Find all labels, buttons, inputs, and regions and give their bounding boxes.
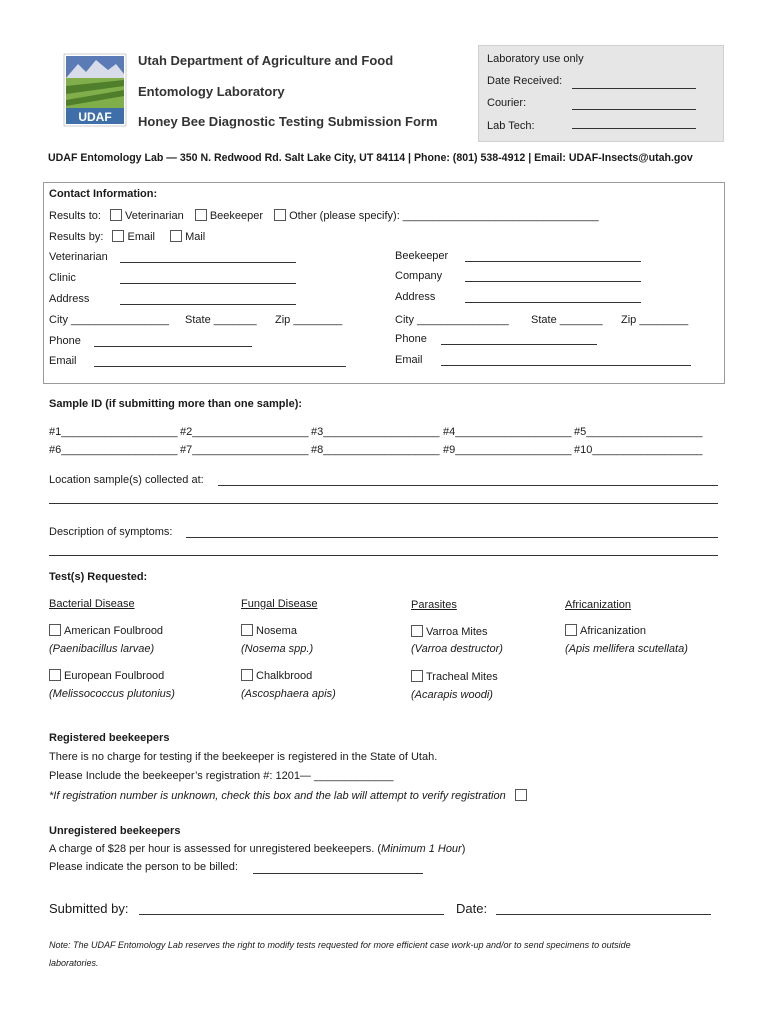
submitted-by-field[interactable]	[139, 905, 444, 915]
unregistered-line1	[49, 843, 465, 855]
varroa-checkbox[interactable]	[411, 625, 423, 637]
udaf-logo	[62, 52, 128, 128]
opt-vet-label: Veterinarian	[125, 210, 184, 222]
tracheal-checkbox[interactable]	[411, 670, 423, 682]
submitted-by-label: Submitted by:	[49, 901, 129, 916]
unregistered-line1b: Minimum 1 Hour	[381, 843, 462, 855]
logo-text: UDAF	[78, 110, 112, 124]
beekeeper-label: Beekeeper	[395, 250, 449, 262]
lab-use-box	[478, 45, 724, 142]
description-field-1[interactable]	[186, 528, 718, 538]
vet-email-label: Email	[49, 355, 77, 367]
results-by-mail-checkbox[interactable]	[170, 230, 182, 242]
opt-email-label: Email	[127, 231, 155, 243]
results-to-other-checkbox[interactable]	[274, 209, 286, 221]
vet-zip[interactable]: Zip ________	[275, 314, 343, 326]
bee-phone-field[interactable]	[441, 335, 597, 345]
varroa-sci: (Varroa destructor)	[411, 643, 503, 655]
parasites-header: Parasites	[411, 599, 457, 611]
location-label: Location sample(s) collected at:	[49, 474, 204, 486]
contact-section	[43, 182, 725, 384]
sample-id-10[interactable]: #10__________________	[574, 444, 703, 456]
africanization-checkbox[interactable]	[565, 624, 577, 636]
results-to-row	[49, 209, 599, 222]
vet-address-label: Address	[49, 293, 90, 305]
date-received-label: Date Received:	[487, 75, 563, 87]
registered-line3-row	[49, 789, 530, 802]
bee-city[interactable]: City _______________	[395, 314, 509, 326]
lab-name: Entomology Laboratory	[138, 84, 285, 99]
vet-phone-field[interactable]	[94, 337, 252, 347]
verify-registration-checkbox[interactable]	[515, 789, 527, 801]
efb-option[interactable]	[49, 669, 164, 682]
results-by-row	[49, 230, 205, 243]
fungal-header: Fungal Disease	[241, 598, 318, 610]
bee-address-field[interactable]	[465, 293, 641, 303]
results-to-vet-checkbox[interactable]	[110, 209, 122, 221]
efb-checkbox[interactable]	[49, 669, 61, 681]
afb-label: American Foulbrood	[64, 625, 164, 637]
contact-heading: Contact Information:	[49, 188, 158, 200]
opt-beekeeper-label: Beekeeper	[209, 210, 264, 222]
unregistered-heading: Unregistered beekeepers	[49, 825, 181, 837]
sample-id-9[interactable]: #9___________________	[443, 444, 572, 456]
vet-city[interactable]: City ________________	[49, 314, 169, 326]
company-label: Company	[395, 270, 443, 282]
nosema-option[interactable]	[241, 624, 297, 637]
tracheal-sci: (Acarapis woodi)	[411, 689, 493, 701]
date-received-field[interactable]	[572, 79, 696, 89]
africanization-label: Africanization	[580, 625, 647, 637]
sample-id-5[interactable]: #5___________________	[574, 426, 703, 438]
vet-state[interactable]: State _______	[185, 314, 257, 326]
clinic-label: Clinic	[49, 272, 76, 284]
nosema-label: Nosema	[256, 625, 297, 637]
sample-id-3[interactable]: #3___________________	[311, 426, 440, 438]
company-field[interactable]	[465, 272, 641, 282]
vet-address-field[interactable]	[120, 295, 296, 305]
lab-tech-field[interactable]	[572, 119, 696, 129]
description-field-2[interactable]	[49, 546, 718, 556]
afb-checkbox[interactable]	[49, 624, 61, 636]
bee-email-field[interactable]	[441, 356, 691, 366]
beekeeper-field[interactable]	[465, 252, 641, 262]
chalkbrood-sci: (Ascosphaera apis)	[241, 688, 336, 700]
africanization-sci: (Apis mellifera scutellata)	[565, 643, 688, 655]
tracheal-option[interactable]	[411, 670, 498, 683]
vet-field[interactable]	[120, 253, 296, 263]
form-title: Honey Bee Diagnostic Testing Submission Form	[138, 114, 438, 129]
nosema-checkbox[interactable]	[241, 624, 253, 636]
sample-id-7[interactable]: #7___________________	[180, 444, 309, 456]
footer-note-2: laboratories.	[49, 958, 99, 968]
sample-id-2[interactable]: #2___________________	[180, 426, 309, 438]
opt-mail-label: Mail	[185, 231, 206, 243]
sample-id-1[interactable]: #1___________________	[49, 426, 178, 438]
results-to-label: Results to:	[49, 210, 101, 222]
footer-note-1: Note: The UDAF Entomology Lab reserves the right to modify tests requested for more efficient case work-up and/or to send specimens to outside	[49, 940, 631, 950]
courier-label: Courier:	[487, 97, 527, 109]
chalkbrood-checkbox[interactable]	[241, 669, 253, 681]
vet-phone-label: Phone	[49, 335, 81, 347]
bee-address-label: Address	[395, 291, 436, 303]
billed-field[interactable]	[253, 864, 423, 874]
sample-heading: Sample ID (if submitting more than one sample):	[49, 398, 303, 410]
bee-email-label: Email	[395, 354, 423, 366]
chalkbrood-option[interactable]	[241, 669, 312, 682]
clinic-field[interactable]	[120, 274, 296, 284]
africanization-header: Africanization	[565, 599, 632, 611]
description-label: Description of symptoms:	[49, 526, 173, 538]
efb-sci: (Melissococcus plutonius)	[49, 688, 175, 700]
tests-heading: Test(s) Requested:	[49, 571, 148, 583]
registered-line3: *If registration number is unknown, check this box and the lab will attempt to verify registration	[49, 790, 506, 802]
bee-state[interactable]: State _______	[531, 314, 603, 326]
varroa-option[interactable]	[411, 625, 488, 638]
location-field-2[interactable]	[49, 494, 718, 504]
results-to-beekeeper-checkbox[interactable]	[195, 209, 207, 221]
afb-option[interactable]	[49, 624, 163, 637]
unregistered-line1a: A charge of $28 per hour is assessed for unregistered beekeepers. (	[49, 843, 382, 855]
registered-line2[interactable]: Please Include the beekeeper’s registration #: 1201— _____________	[49, 770, 394, 782]
lab-tech-label: Lab Tech:	[487, 120, 535, 132]
registered-heading: Registered beekeepers	[49, 732, 170, 744]
vet-email-field[interactable]	[94, 357, 346, 367]
results-by-label: Results by:	[49, 231, 104, 243]
africanization-option[interactable]	[565, 624, 646, 637]
date-field[interactable]	[496, 905, 711, 915]
varroa-label: Varroa Mites	[426, 626, 488, 638]
billed-label: Please indicate the person to be billed:	[49, 861, 238, 873]
lab-use-heading: Laboratory use only	[487, 53, 584, 65]
nosema-sci: (Nosema spp.)	[241, 643, 314, 655]
location-field-1[interactable]	[218, 476, 718, 486]
afb-sci: (Paenibacillus larvae)	[49, 643, 155, 655]
sample-id-4[interactable]: #4___________________	[443, 426, 572, 438]
chalkbrood-label: Chalkbrood	[256, 670, 313, 682]
bee-zip[interactable]: Zip ________	[621, 314, 689, 326]
sample-id-8[interactable]: #8___________________	[311, 444, 440, 456]
sample-id-6[interactable]: #6___________________	[49, 444, 178, 456]
vet-label: Veterinarian	[49, 251, 108, 263]
org-name: Utah Department of Agriculture and Food	[138, 53, 394, 68]
unregistered-line1c: )	[461, 843, 466, 855]
opt-other-label: Other (please specify): ________________________________	[289, 210, 599, 222]
tracheal-label: Tracheal Mites	[426, 671, 498, 683]
efb-label: European Foulbrood	[64, 670, 165, 682]
registered-line1: There is no charge for testing if the beekeeper is registered in the State of Utah.	[49, 751, 438, 763]
courier-field[interactable]	[572, 100, 696, 110]
bacterial-header: Bacterial Disease	[49, 598, 135, 610]
bee-phone-label: Phone	[395, 333, 427, 345]
date-label: Date:	[456, 901, 488, 916]
address-line: UDAF Entomology Lab — 350 N. Redwood Rd. Salt Lake City, UT 84114 | Phone: (801) 538-4912 | Email: UDAF-Insects@utah.gov	[48, 152, 693, 164]
results-by-email-checkbox[interactable]	[112, 230, 124, 242]
